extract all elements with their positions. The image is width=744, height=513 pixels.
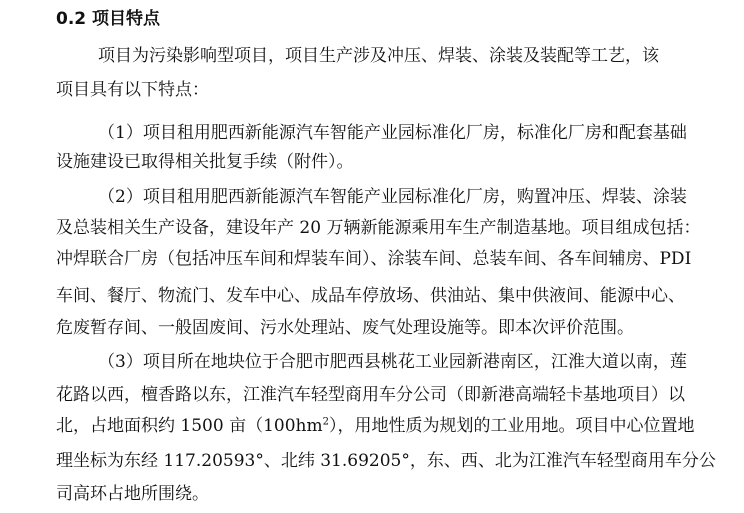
section-heading: 0.2 项目特点 <box>56 9 161 29</box>
superscript: 2 <box>322 416 329 428</box>
paragraph-line: 项目为污染影响型项目，项目生产涉及冲压、焊装、涂装及装配等工艺，该 <box>98 46 659 66</box>
paragraph-line: 花路以西，檀香路以东，江淮汽车轻型商用车分公司（即新港高端轻卡基地项目）以 <box>56 385 685 405</box>
paragraph-line: 危废暂存间、一般固废间、污水处理站、废气处理设施等。即本次评价范围。 <box>56 318 634 338</box>
line-text: 北，占地面积约 1500 亩（100hm <box>56 416 323 436</box>
paragraph-line: 车间、餐厅、物流门、发车中心、成品车停放场、供油站、集中供液间、能源中心、 <box>56 286 685 306</box>
paragraph-line: （1）项目租用肥西新能源汽车智能产业园标准化厂房，标准化厂房和配套基础 <box>98 123 687 143</box>
paragraph-line: 冲焊联合厂房（包括冲压车间和焊装车间）、涂装车间、总装车间、各车间辅房、PDI <box>56 249 692 269</box>
paragraph-line: （3）项目所在地块位于合肥市肥西县桃花工业园新港南区，江淮大道以南，莲 <box>98 352 687 372</box>
line-text: ），用地性质为规划的工业用地。项目中心位置地 <box>328 416 695 436</box>
paragraph-line <box>56 416 694 436</box>
paragraph-line: 设施建设已取得相关批复手续（附件）。 <box>56 152 354 172</box>
paragraph-line: 及总装相关生产设备，建设年产 20 万辆新能源乘用车生产制造基地。项目组成包括： <box>56 218 701 238</box>
paragraph-line: 项目具有以下特点： <box>56 80 209 100</box>
paragraph-line: 理坐标为东经 117.20593°、北纬 31.69205°，东、西、北为江淮汽车轻型商用车分公 <box>56 451 716 471</box>
paragraph-line: （2）项目租用肥西新能源汽车智能产业园标准化厂房，购置冲压、焊装、涂装 <box>98 187 687 207</box>
paragraph-line: 司高环占地所围绕。 <box>56 484 209 504</box>
